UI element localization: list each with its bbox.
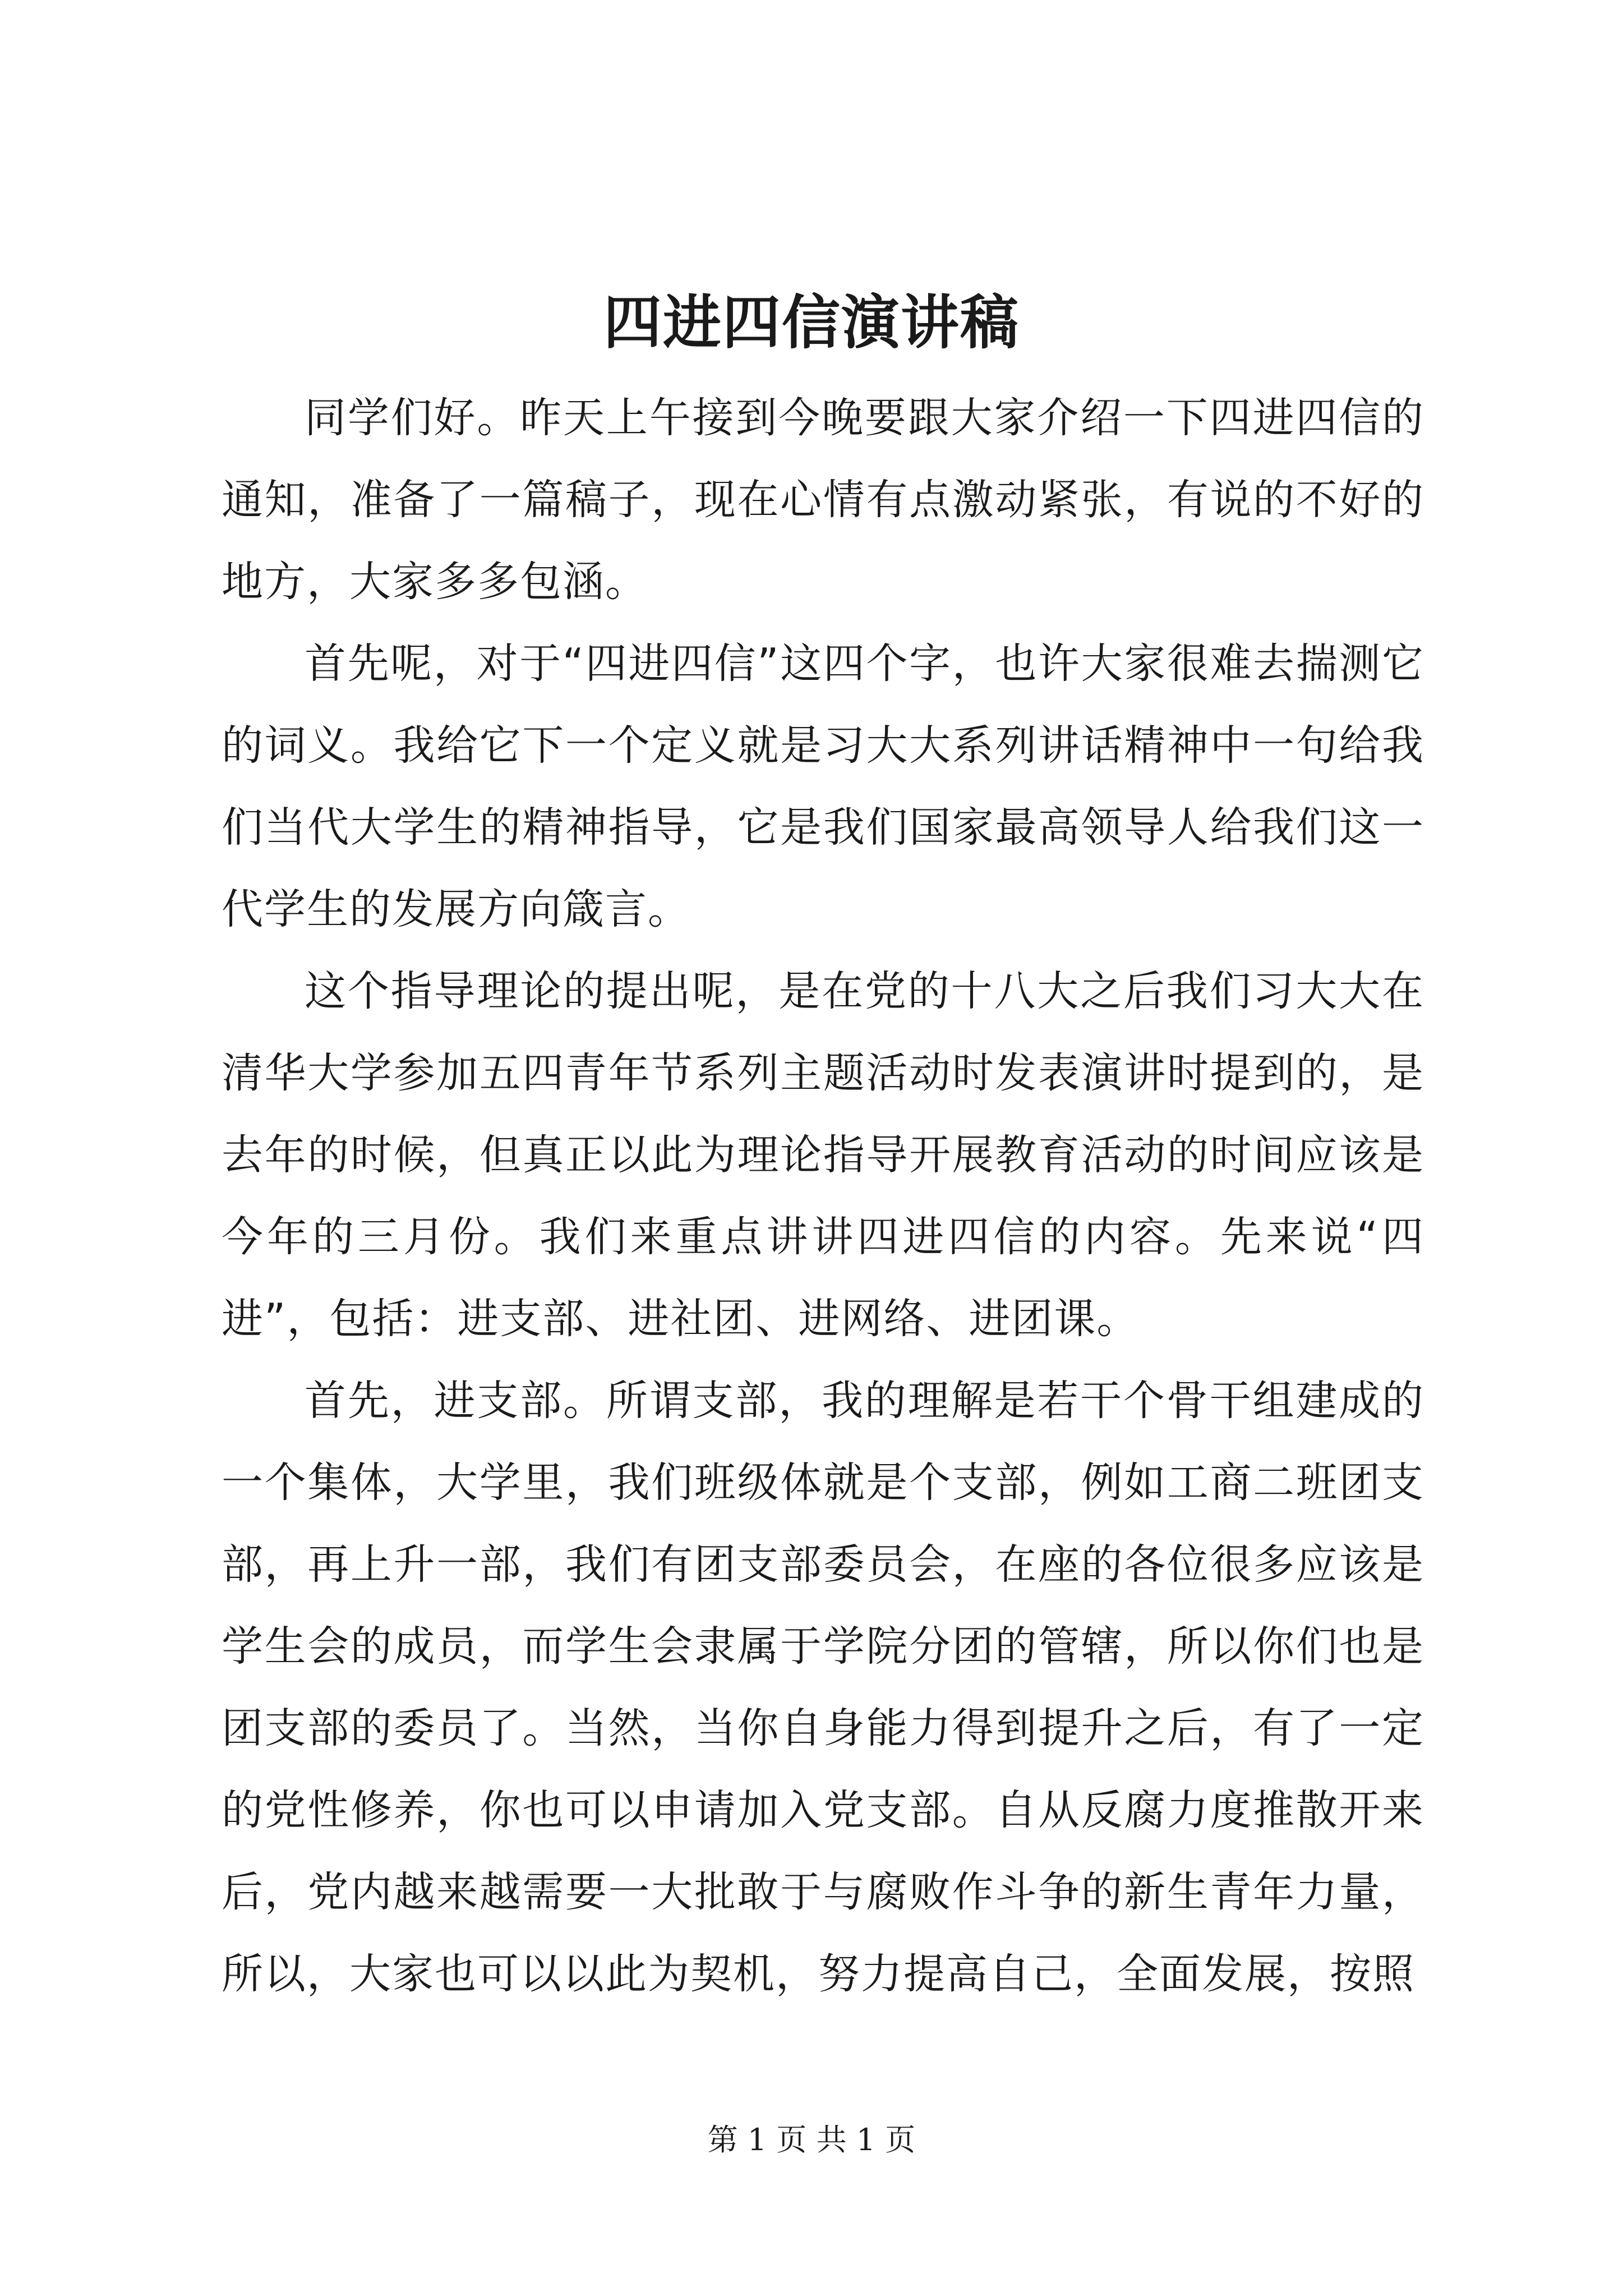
paragraph: 首先呢，对于“四进四信”这四个字，也许大家很难去揣测它的词义。我给它下一个定义就是习大大系列讲话精神中一句给我们当代大学生的精神指导，它是我们国家最高领导人给我们这一代学生的发展方向箴言。 <box>222 639 1424 933</box>
document-body <box>222 377 1424 2015</box>
paragraph: 同学们好。昨天上午接到今晚要跟大家介绍一下四进四信的通知，准备了一篇稿子，现在心情有点激动紧张，有说的不好的地方，大家多多包涵。 <box>222 394 1424 606</box>
paragraph: 首先，进支部。所谓支部，我的理解是若干个骨干组建成的一个集体，大学里，我们班级体就是个支部，例如工商二班团支部，再上升一部，我们有团支部委员会，在座的各位很多应该是学生会的成员，而学生会隶属于学院分团的管辖，所以你们也是团支部的委员了。当然，当你自身能力得到提升之后，有了一定的党性修养，你也可以申请加入党支部。自从反腐力度推散开来后，党内越来越需要一大批敢于与腐败作斗争的新生青年力量，所以，大家也可以以此为契机，努力提高自己，全面发展，按照 <box>222 1377 1424 1998</box>
paragraph: 这个指导理论的提出呢，是在党的十八大之后我们习大大在清华大学参加五四青年节系列主题活动时发表演讲时提到的，是去年的时候，但真正以此为理论指导开展教育活动的时间应该是今年的三月份。我们来重点讲讲四进四信的内容。先来说“四进”，包括：进支部、进社团、进网络、进团课。 <box>222 967 1424 1343</box>
document-title: 四进四信演讲稿 <box>603 288 1020 357</box>
page-footer: 第 1 页 共 1 页 <box>707 2122 916 2157</box>
